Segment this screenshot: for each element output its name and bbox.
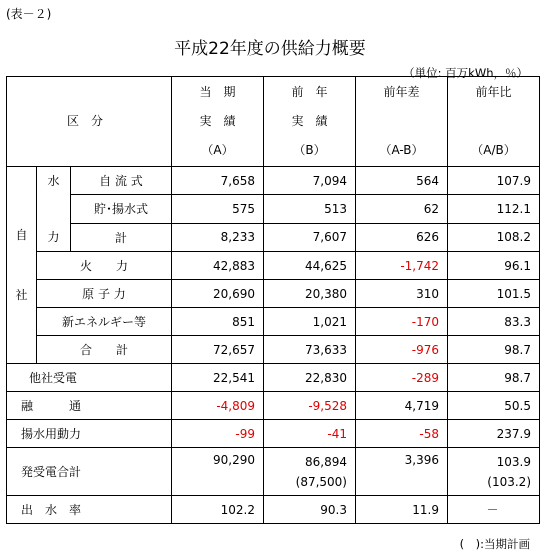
cell-yuutsuu-ratio: 50.5 <box>448 392 540 420</box>
negative-value: -41 <box>327 426 347 441</box>
header-diff-line1: 前年差 <box>383 85 420 99</box>
cell-goukei-diff <box>356 336 448 364</box>
cell-suiryoku-kei-ratio: 108.2 <box>448 223 540 251</box>
cell-karyoku-b: 44,625 <box>264 252 356 280</box>
row-label-karyoku: 火 力 <box>37 252 172 280</box>
table-row-genshiryoku <box>7 280 540 308</box>
cell-suiryoku-kei-b: 7,607 <box>264 223 356 251</box>
header-current-line2: 実 績 <box>199 114 236 128</box>
cell-yousuiyoudouryoku-diff <box>356 420 448 448</box>
header-previous-line2: 実 績 <box>291 114 328 128</box>
header-diff-line3: （A-B） <box>379 143 424 157</box>
cell-yuutsuu-b <box>264 392 356 420</box>
cell-shinene-diff <box>356 308 448 336</box>
header-current-actual <box>172 77 264 167</box>
negative-value: -99 <box>235 426 255 441</box>
cell-shussuiritsu-a: 102.2 <box>172 496 264 524</box>
cell-jiryushiki-diff: 564 <box>356 167 448 195</box>
value-actual: 86,894 <box>305 454 347 469</box>
value-plan: (87,500) <box>295 474 347 489</box>
header-ratio-line3: （A/B） <box>471 143 516 157</box>
table-row-tashajuden <box>7 364 540 392</box>
suiryoku-char-ryoku: 力 <box>47 230 60 244</box>
cell-shinene-a: 851 <box>172 308 264 336</box>
cell-goukei-a: 72,657 <box>172 336 264 364</box>
table-number-label: (表－２) <box>6 7 52 21</box>
cell-shinene-b: 1,021 <box>264 308 356 336</box>
header-current-line3: （A） <box>201 143 234 157</box>
cell-tashajuden-ratio: 98.7 <box>448 364 540 392</box>
header-previous-actual <box>264 77 356 167</box>
table-row-shussuiritsu <box>7 496 540 524</box>
cell-shinene-ratio: 83.3 <box>448 308 540 336</box>
suiryoku-char-spacer <box>43 195 64 223</box>
cell-yousuiyoudouryoku-a <box>172 420 264 448</box>
row-label-suiryoku-kei: 計 <box>71 223 172 251</box>
header-ratio-line2 <box>454 107 533 136</box>
cell-suiryoku-kei-diff: 626 <box>356 223 448 251</box>
cell-hatsujudengoukei-a: 90,290 <box>172 448 264 496</box>
jisha-label <box>7 167 37 364</box>
value-actual: 103.9 <box>496 454 531 469</box>
row-label-shussuiritsu: 出 水 率 <box>7 496 172 524</box>
header-yoy-ratio <box>448 77 540 167</box>
cell-hatsujudengoukei-diff: 3,396 <box>356 448 448 496</box>
suiryoku-char-sui: 水 <box>47 174 60 188</box>
row-label-shinene: 新エネルギー等 <box>37 308 172 336</box>
table-header-row <box>7 77 540 167</box>
table-row-goukei <box>7 336 540 364</box>
cell-jiryushiki-a: 7,658 <box>172 167 264 195</box>
negative-value: -4,809 <box>216 398 255 413</box>
table-row-shinene <box>7 308 540 336</box>
table-row-hatsujudengoukei <box>7 448 540 496</box>
negative-value: -9,528 <box>308 398 347 413</box>
header-diff-line2 <box>362 107 441 136</box>
header-previous-line3: （B） <box>293 143 326 157</box>
negative-value: -289 <box>411 370 439 385</box>
cell-choyousuishiki-a: 575 <box>172 195 264 223</box>
page-title: 平成22年度の供給力概要 <box>174 39 366 59</box>
cell-yuutsuu-diff: 4,719 <box>356 392 448 420</box>
negative-value: -976 <box>411 342 439 357</box>
cell-hatsujudengoukei-ratio <box>448 448 540 496</box>
row-label-hatsujudengoukei: 発受電合計 <box>7 448 172 496</box>
cell-genshiryoku-a: 20,690 <box>172 280 264 308</box>
row-label-genshiryoku: 原 子 力 <box>37 280 172 308</box>
row-label-jiryushiki: 自 流 式 <box>71 167 172 195</box>
table-row-suiryoku-kei <box>7 223 540 251</box>
cell-goukei-b: 73,633 <box>264 336 356 364</box>
cell-karyoku-diff <box>356 252 448 280</box>
table-row-choyousuishiki <box>7 195 540 223</box>
cell-shussuiritsu-b: 90.3 <box>264 496 356 524</box>
row-label-choyousuishiki: 貯･揚水式 <box>71 195 172 223</box>
cell-genshiryoku-b: 20,380 <box>264 280 356 308</box>
header-current-line1: 当 期 <box>199 85 236 99</box>
row-label-goukei: 合 計 <box>37 336 172 364</box>
cell-choyousuishiki-b: 513 <box>264 195 356 223</box>
header-previous-line1: 前 年 <box>291 85 328 99</box>
negative-value: -170 <box>411 314 439 329</box>
cell-goukei-ratio: 98.7 <box>448 336 540 364</box>
suiryoku-label <box>37 167 71 252</box>
cell-jiryushiki-ratio: 107.9 <box>448 167 540 195</box>
header-ratio-line1: 前年比 <box>475 85 512 99</box>
unit-note: （単位: 百万kWh，％） <box>403 66 528 80</box>
table-row-jiryushiki <box>7 167 540 195</box>
header-kubun: 区 分 <box>7 77 172 167</box>
cell-tashajuden-b: 22,830 <box>264 364 356 392</box>
jisha-char-sha: 社 <box>15 288 28 302</box>
footnote: ( ):当期計画 <box>459 537 530 551</box>
cell-tashajuden-diff <box>356 364 448 392</box>
cell-shussuiritsu-ratio: － <box>448 496 540 524</box>
cell-jiryushiki-b: 7,094 <box>264 167 356 195</box>
row-label-yousuiyoudouryoku: 揚水用動力 <box>7 420 172 448</box>
supply-capacity-table <box>6 76 540 524</box>
cell-hatsujudengoukei-b <box>264 448 356 496</box>
jisha-char-ji: 自 <box>15 228 28 242</box>
cell-karyoku-a: 42,883 <box>172 252 264 280</box>
cell-yousuiyoudouryoku-ratio: 237.9 <box>448 420 540 448</box>
cell-choyousuishiki-ratio: 112.1 <box>448 195 540 223</box>
cell-choyousuishiki-diff: 62 <box>356 195 448 223</box>
cell-genshiryoku-diff: 310 <box>356 280 448 308</box>
cell-suiryoku-kei-a: 8,233 <box>172 223 264 251</box>
cell-yousuiyoudouryoku-b <box>264 420 356 448</box>
cell-yuutsuu-a <box>172 392 264 420</box>
cell-shussuiritsu-diff: 11.9 <box>356 496 448 524</box>
table-row-yousuiyoudouryoku <box>7 420 540 448</box>
row-label-tashajuden: 他社受電 <box>7 364 172 392</box>
cell-genshiryoku-ratio: 101.5 <box>448 280 540 308</box>
table-row-yuutsuu <box>7 392 540 420</box>
value-plan: (103.2) <box>487 474 531 489</box>
negative-value: -1,742 <box>400 258 439 273</box>
header-yoy-diff <box>356 77 448 167</box>
negative-value: -58 <box>419 426 439 441</box>
cell-tashajuden-a: 22,541 <box>172 364 264 392</box>
cell-karyoku-ratio: 96.1 <box>448 252 540 280</box>
row-label-yuutsuu: 融 通 <box>7 392 172 420</box>
table-row-karyoku <box>7 252 540 280</box>
